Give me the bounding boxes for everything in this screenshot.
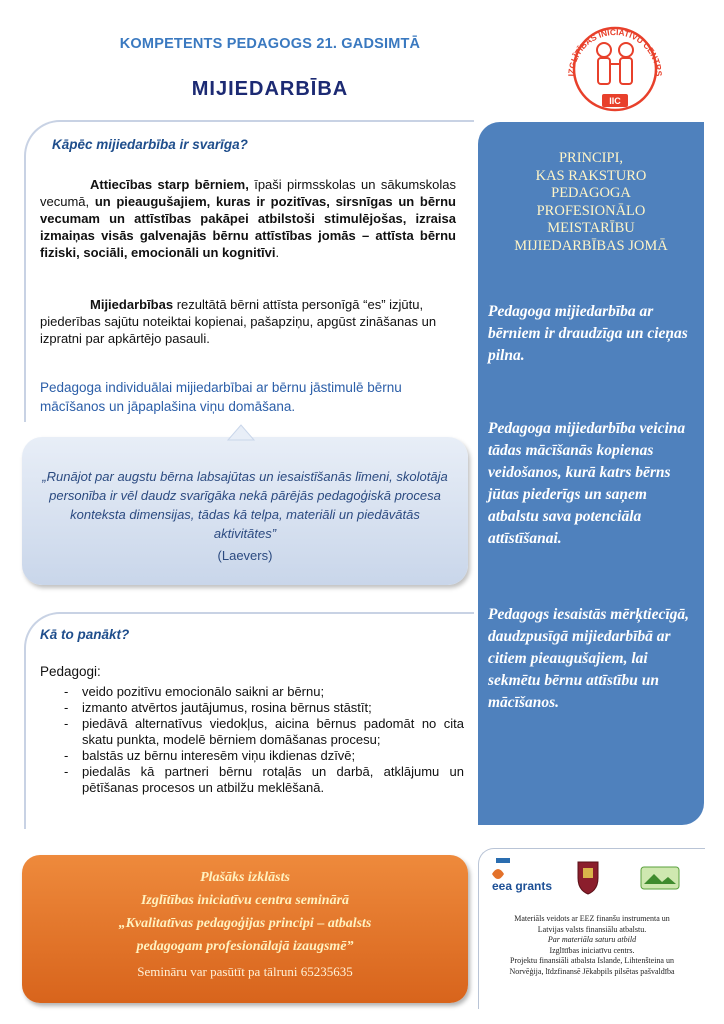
principle-item: Pedagoga mijiedarbība ar bērniem ir draudzīga un cieņas pilna.: [488, 303, 688, 364]
sponsor-disclaimer: [482, 914, 702, 977]
document-title: MIJIEDARBĪBA: [191, 78, 349, 100]
document-kicker: KOMPETENTS PEDAGOGS 21. GADSIMTĀ: [119, 36, 421, 52]
sponsor-line: Projektu finansiāli atbalsta Islande, Lihtenšteina un: [510, 956, 674, 965]
eea-grants-label: eea grants: [492, 879, 553, 893]
landscape-logo-icon: [640, 866, 680, 890]
section-why-frame: [24, 120, 474, 422]
sponsor-line: Latvijas valsts finansiālu atbalstu.: [537, 924, 647, 934]
p1-text-b: un pieaugušajiem, kuras ir pozitīvas, sirsnīgas un bērnu vecumam un attīstības pakāpei atbilstoši stimulējošas, izraisa izmaiņas visās galvenajās bērnu attīstības jomās – attīsta bērnu fiziski, sociāli, emocionāli un kognitīvi: [40, 194, 456, 260]
p1-end: .: [275, 245, 280, 260]
sponsor-line: Izglītības iniciatīvu centrs.: [549, 945, 635, 955]
section-how-heading: Kā to panākt?: [40, 627, 130, 642]
p2-text: rezultātā bērni attīsta personīgā “es” izjūtu, piederības sajūtu noteiktai kopienai, pašapziņu, apgūst zināšanas un izpratni par apkārtējo pasauli.: [40, 297, 437, 346]
quote-author: (Laevers): [217, 548, 273, 563]
sponsor-line: Norvēģija, līdzfinansē Jēkabpils pilsētas pašvaldība: [509, 966, 675, 976]
promo-line-1: Plašāks izklāsts: [200, 870, 290, 885]
sponsor-line: Materiāls veidots ar EEZ finanšu instrumenta un: [514, 914, 670, 923]
section-why-emphasis: Pedagoga individuālai mijiedarbībai ar bērnu jāstimulē bērnu mācīšanos un jāpaplašina viņu domāšana.: [40, 380, 402, 414]
p2-lead: Mijiedarbības: [90, 297, 174, 312]
list-item: - izmanto atvērtos jautājumus, rosina bērnus stāstīt;: [60, 700, 464, 716]
section-why-paragraph-2: [40, 296, 456, 347]
principles-heading-line: PRINCIPI,: [558, 150, 624, 166]
principles-heading-line: PROFESIONĀLO: [536, 202, 646, 219]
svg-text:IZGLĪTĪBAS INICIATĪVU CENTRS: [566, 27, 664, 77]
principles-heading: [486, 150, 696, 255]
section-how-list: [60, 684, 464, 796]
list-item: - balstās uz bērnu interesēm viņu ikdienas dzīvē;: [60, 748, 464, 764]
quote-text: „Runājot par augstu bērna labsajūtas un iesaistīšanās līmeni, skolotāja personība ir vēl daudz svarīgāka nekā pārējās pedagoģiskā procesa konteksta dimensijas, tādas kā telpa, materiāli un piedāvātās aktivitātes”: [42, 469, 448, 541]
section-why-heading: Kāpēc mijiedarbība ir svarīga?: [52, 137, 248, 152]
principles-heading-line: MEISTARĪBU: [547, 220, 635, 236]
logo-arc-text: IZGLĪTĪBAS INICIATĪVU CENTRS: [565, 26, 665, 77]
promo-phone: Semināru var pasūtīt pa tālruni 65235635: [137, 964, 353, 979]
promo-line-3: „Kvalitatīvas pedagoģijas principi – atbalsts: [118, 916, 372, 931]
list-item: - veido pozitīvu emocionālo saikni ar bērnu;: [60, 684, 464, 700]
principles-heading-line: PEDAGOGA: [551, 185, 631, 201]
promo-line-2: Izglītības iniciatīvu centra seminārā: [140, 893, 350, 908]
principles-heading-line: MIJIEDARBĪBAS JOMĀ: [514, 237, 668, 254]
p1-lead: Attiecības starp bērniem,: [90, 177, 249, 192]
eea-grants-logo: [486, 856, 553, 906]
p1-text-a: īpaši pirmsskolas un sākumskolas vecumā,: [40, 177, 456, 209]
list-item: - piedāvā alternatīvus viedokļus, aicina bērnus padomāt no cita skatu punkta, modelē bērniem domāšanas procesu;: [60, 716, 464, 748]
promo-line-4: pedagogam profesionālajā izaugsmē”: [136, 939, 354, 954]
list-item: - piedalās kā partneri bērnu rotaļās un darbā, atklājumu un pētīšanas procesos un atbilžu meklēšanā.: [60, 764, 464, 796]
quote-pointer: [228, 424, 254, 440]
coat-of-arms-icon: [570, 858, 606, 898]
organization-logo: [560, 14, 670, 114]
section-how-intro: Pedagogi:: [40, 664, 101, 679]
sponsor-line: Par materiāla saturu atbild: [547, 935, 637, 944]
principle-item: Pedagoga mijiedarbība veicina tādas mācīšanās kopienas veidošanos, kurā katrs bērns jūtas piederīgs un saņem atbalstu sava potenciāla attīstīšanai.: [488, 420, 686, 547]
logo-abbr: IIC: [609, 96, 621, 106]
section-why-paragraph-1: [40, 176, 456, 261]
principles-heading-line: KAS RAKSTURO: [535, 167, 647, 184]
principle-item: Pedagogs iesaistās mērķtiecīgā, daudzpusīgā mijiedarbībā ar citiem pieaugušajiem, lai sekmētu bērnu attīstību un mācīšanos.: [488, 606, 690, 711]
